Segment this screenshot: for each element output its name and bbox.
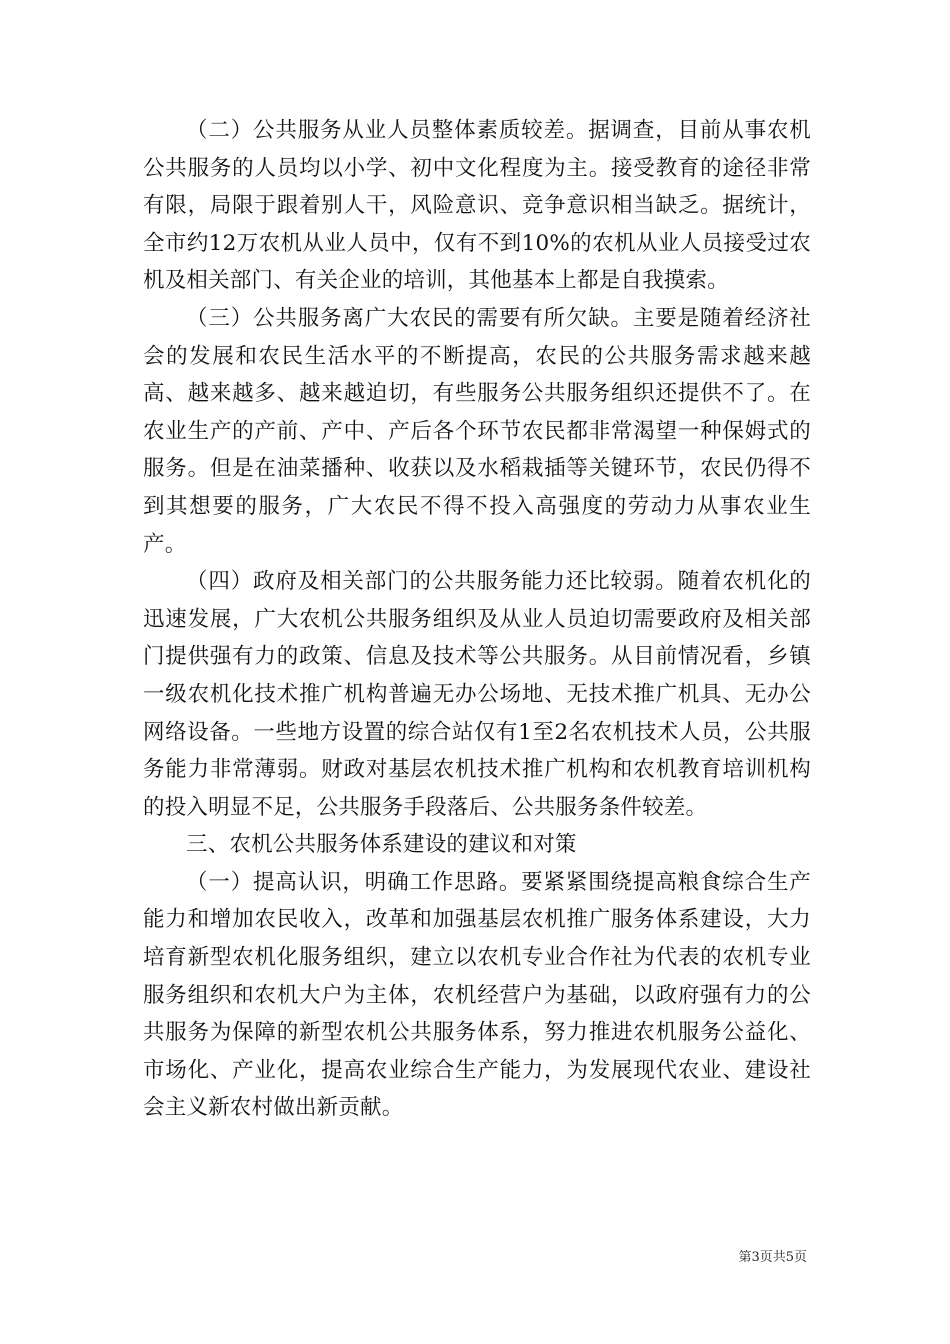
section-heading: 三、农机公共服务体系建设的建议和对策 [186,832,577,858]
paragraph-2: （二）公共服务从业人员整体素质较差。据调查，目前从事农机公共服务的人员均以小学、初中文化程度为主。接受教育的途径非常有限，局限于跟着别人干，风险意识、竞争意识相当缺乏。据统计，全市约12万农机从业人员中，仅有不到10%的农机从业人员接受过农机及相关部门、有关企业的培训，其他基本上都是自我摸索。 [143,118,811,294]
paragraph-3: （三）公共服务离广大农民的需要有所欠缺。主要是随着经济社会的发展和农民生活水平的不断提高，农民的公共服务需求越来越高、越来越多、越来越迫切，有些服务公共服务组织还提供不了。在农业生产的产前、产中、产后各个环节农民都非常渴望一种保姆式的服务。但是在油菜播种、收获以及水稻栽插等关键环节，农民仍得不到其想要的服务，广大农民不得不投入高强度的劳动力从事农业生产。 [143,305,811,557]
document-body [143,112,811,1127]
paragraph-4: （四）政府及相关部门的公共服务能力还比较弱。随着农机化的迅速发展，广大农机公共服务组织及从业人员迫切需要政府及相关部门提供强有力的政策、信息及技术等公共服务。从目前情况看，乡镇一级农机化技术推广机构普遍无办公场地、无技术推广机具、无办公网络设备。一些地方设置的综合站仅有1至2名农机技术人员，公共服务能力非常薄弱。财政对基层农机技术推广机构和农机教育培训机构的投入明显不足，公共服务手段落后、公共服务条件较差。 [143,569,811,820]
section-paragraph-1: （一）提高认识，明确工作思路。要紧紧围绕提高粮食综合生产能力和增加农民收入，改革和加强基层农机推广服务体系建设，大力培育新型农机化服务组织，建立以农机专业合作社为代表的农机专业服务组织和农机大户为主体，农机经营户为基础，以政府强有力的公共服务为保障的新型农机公共服务体系，努力推进农机服务公益化、市场化、产业化，提高农业综合生产能力，为发展现代农业、建设社会主义新农村做出新贡献。 [143,869,811,1121]
page-number: 第3页共5页 [738,1250,807,1265]
